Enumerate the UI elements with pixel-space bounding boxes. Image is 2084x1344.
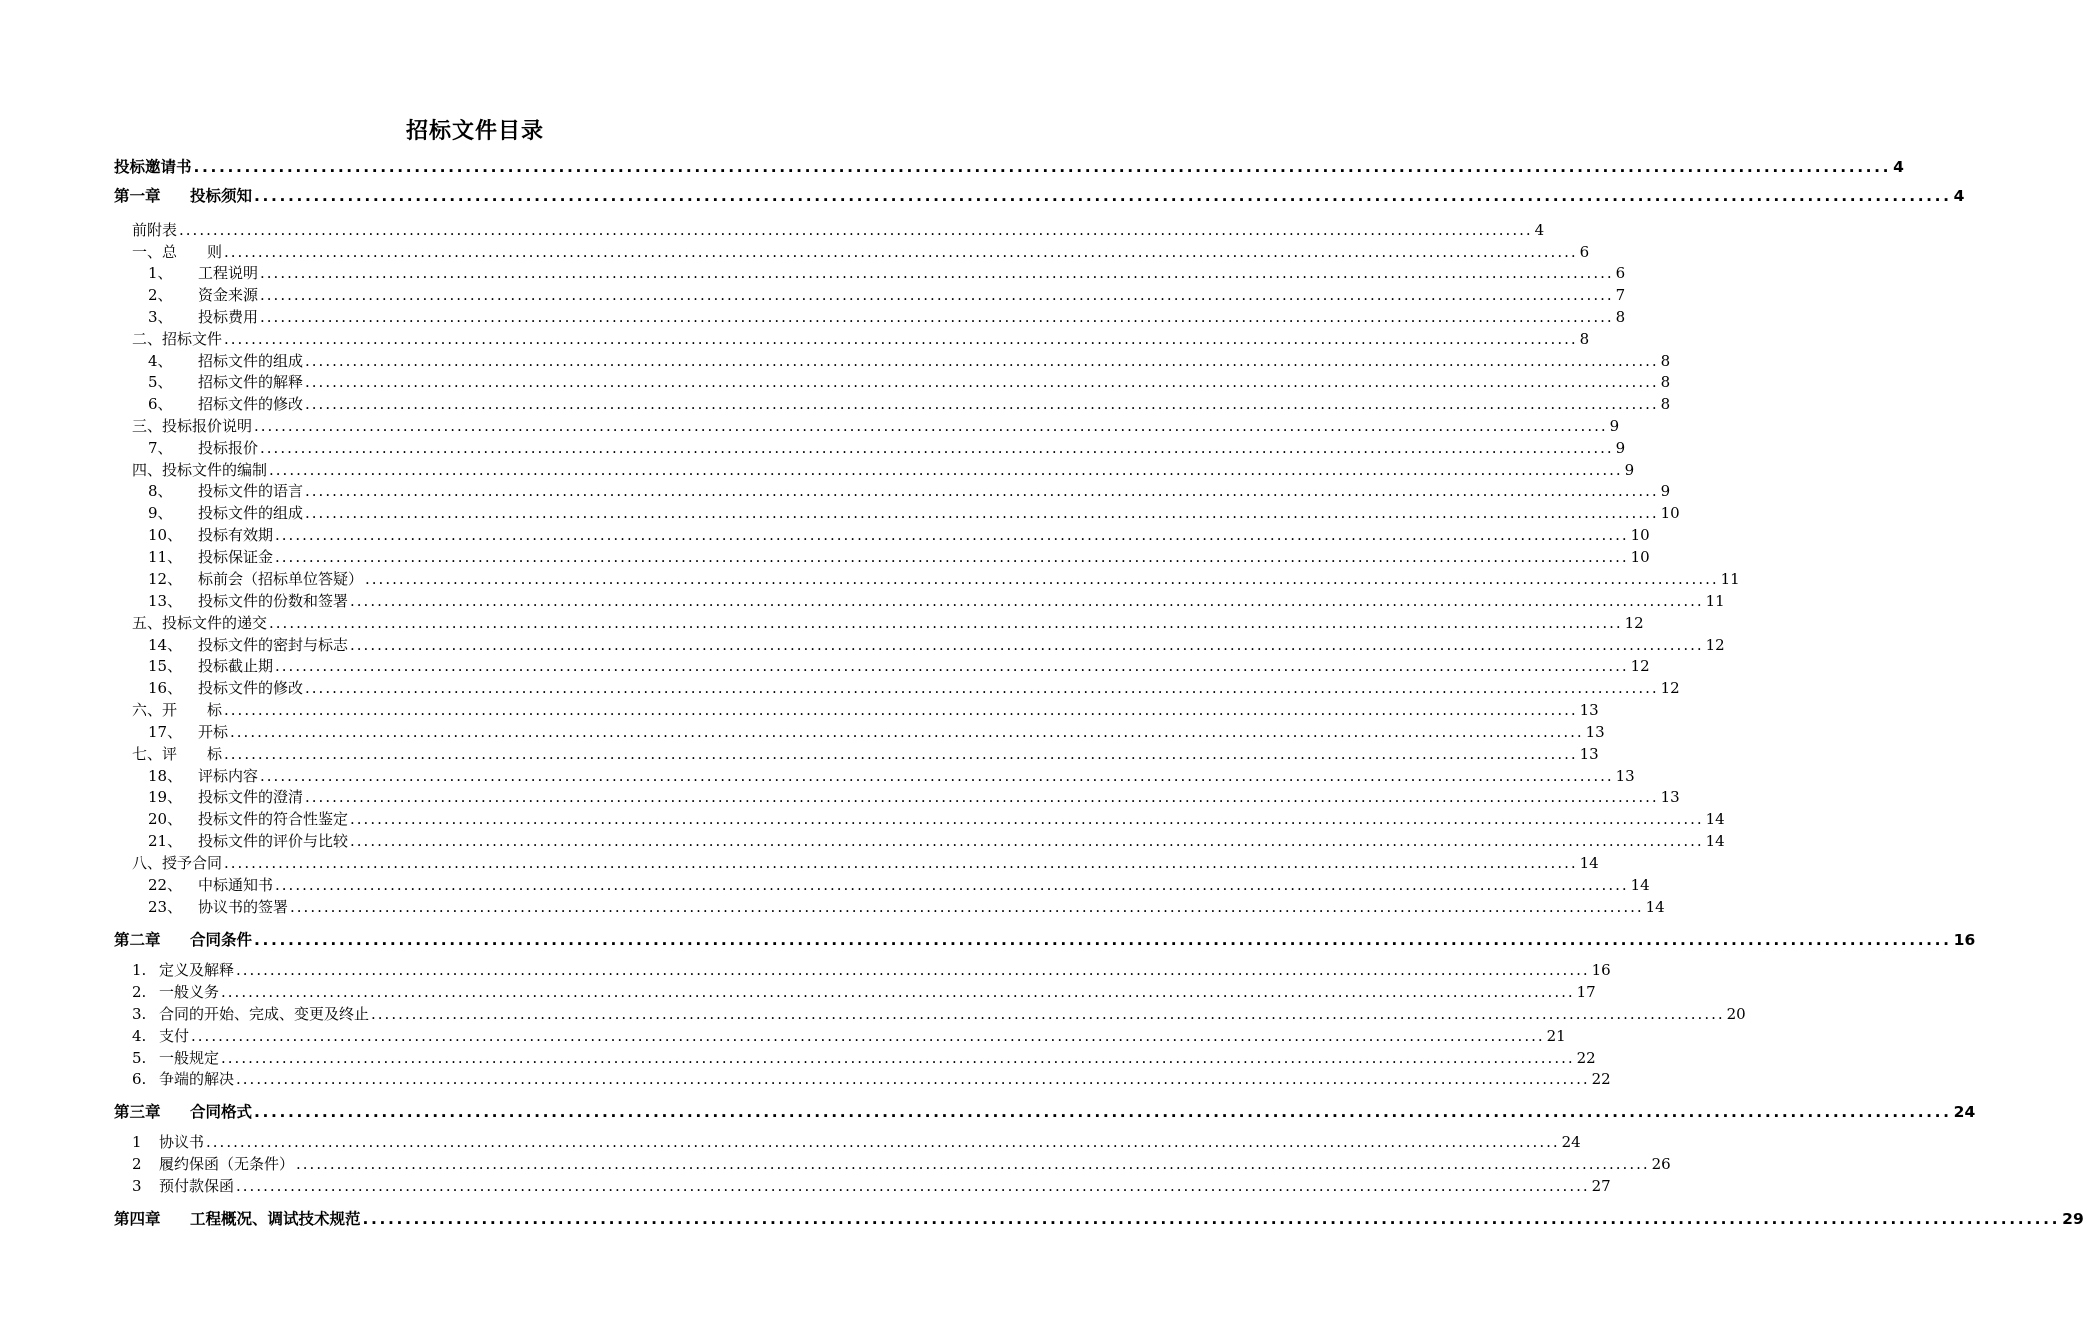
dot-leader: ........................................................................................................................................................................................................ (305, 395, 1659, 413)
toc-entry-text: 投标保证金 (198, 548, 274, 566)
toc-page-number: 9 (1624, 461, 1635, 479)
toc-entry (132, 852, 1599, 874)
toc-page-number: 8 (1615, 308, 1626, 326)
toc-entry-number: 22、 (148, 876, 183, 894)
toc-entry-text: 投标文件的份数和签署 (198, 592, 349, 610)
toc-entry-number: 6. (132, 1070, 147, 1088)
toc-page-number: 10 (1630, 548, 1650, 566)
toc-entry (148, 546, 1650, 568)
toc-page-number: 29 (2062, 1210, 2084, 1228)
toc-entry-number: 3 (132, 1177, 142, 1195)
toc-entry-label (132, 743, 222, 764)
toc-page-number: 14 (1630, 876, 1650, 894)
toc-page-number: 4 (1953, 187, 1965, 205)
dot-leader: ........................................................................................................................................................................................................ (305, 352, 1659, 370)
dot-leader: ........................................................................................................................................................................................................ (224, 854, 1578, 872)
toc-entry-number: 第一章 (114, 187, 161, 205)
toc-page-number: 22 (1576, 1049, 1596, 1067)
toc-entry-text: 投标文件的澄清 (198, 788, 304, 806)
dot-leader: ........................................................................................................................................................................................................ (260, 767, 1614, 785)
toc-entry-number: 3、 (148, 308, 173, 326)
toc-entry-text: 标前会（招标单位答疑） (198, 570, 364, 588)
toc-page-number: 10 (1630, 526, 1650, 544)
toc-entry (132, 612, 1644, 634)
toc-entry (148, 590, 1725, 612)
toc-entry (148, 721, 1605, 743)
toc-entry-label (148, 524, 273, 545)
toc-page-number: 24 (1953, 1103, 1976, 1121)
toc-entry-number: 10、 (148, 526, 183, 544)
toc-entry-text: 投标费用 (198, 308, 259, 326)
toc-entry (148, 896, 1665, 918)
toc-page-number: 6 (1615, 264, 1626, 282)
toc-page-number: 26 (1651, 1155, 1671, 1173)
toc-entry (148, 393, 1671, 415)
toc-entry-label (132, 1025, 189, 1046)
toc-page-number: 8 (1579, 330, 1590, 348)
toc-entry (148, 502, 1680, 524)
dot-leader: ........................................................................................................................................................................................................ (236, 961, 1590, 979)
toc-page-number: 22 (1591, 1070, 1611, 1088)
toc-entry-label (114, 184, 252, 206)
dot-leader: ........................................................................................................................................................................................................ (275, 548, 1629, 566)
toc-page-number: 12 (1660, 679, 1680, 697)
dot-leader: ........................................................................................................................................................................................................ (290, 898, 1644, 916)
toc-entry-text: 四、投标文件的编制 (132, 461, 268, 479)
toc-page-number: 27 (1591, 1177, 1611, 1195)
dot-leader: ........................................................................................................................................................................................................ (260, 286, 1614, 304)
toc-entry-number: 5、 (148, 373, 173, 391)
toc-page-number: 13 (1660, 788, 1680, 806)
toc-entry-number: 4. (132, 1027, 147, 1045)
toc-entry-label (132, 1047, 219, 1068)
toc-entry (132, 1175, 1611, 1197)
dot-leader: ........................................................................................................................................................................................................ (275, 876, 1629, 894)
toc-entry-number: 21、 (148, 832, 183, 850)
toc-entry (132, 699, 1599, 721)
toc-entry-text: 八、授予合同 (132, 854, 223, 872)
toc-entry (132, 415, 1620, 437)
dot-leader: ........................................................................................................................................................................................................ (254, 187, 1952, 205)
dot-leader: ........................................................................................................................................................................................................ (254, 1103, 1952, 1121)
toc-entry-text: 资金来源 (198, 286, 259, 304)
toc-page-number: 16 (1953, 931, 1976, 949)
toc-entry (132, 1153, 1671, 1175)
toc-entry-number: 19、 (148, 788, 183, 806)
dot-leader: ........................................................................................................................................................................................................ (350, 592, 1704, 610)
toc-entry-number: 第二章 (114, 931, 161, 949)
dot-leader: ........................................................................................................................................................................................................ (305, 504, 1659, 522)
toc-entry-text: 投标截止期 (198, 657, 274, 675)
toc-page-number: 4 (1534, 221, 1545, 239)
toc-entry-text: 投标报价 (198, 439, 259, 457)
toc-entry (132, 1025, 1566, 1047)
dot-leader: ........................................................................................................................................................................................................ (236, 1070, 1590, 1088)
dot-leader: ........................................................................................................................................................................................................ (193, 158, 1892, 176)
toc-page-number: 13 (1579, 701, 1599, 719)
toc-entry-label (132, 1153, 294, 1174)
toc-entry-number: 15、 (148, 657, 183, 675)
toc-entry-text: 三、投标报价说明 (132, 417, 253, 435)
toc-entry-label (114, 928, 252, 950)
toc-page-number: 21 (1546, 1027, 1566, 1045)
toc-entry-label (132, 1068, 234, 1089)
toc-entry-label (148, 284, 258, 305)
toc-page-number: 13 (1579, 745, 1599, 763)
dot-leader: ........................................................................................................................................................................................................ (260, 439, 1614, 457)
dot-leader: ........................................................................................................................................................................................................ (305, 482, 1659, 500)
toc-entry (132, 459, 1635, 481)
toc-entry-label (148, 502, 303, 523)
toc-entry-text: 一般规定 (159, 1049, 220, 1067)
toc-page-number: 8 (1660, 352, 1671, 370)
toc-page-number: 11 (1720, 570, 1740, 588)
toc-entry (148, 568, 1740, 590)
toc-entry-label (148, 262, 258, 283)
toc-entry-label (132, 612, 267, 633)
toc-entry-label (132, 1175, 234, 1196)
document-title: 招标文件目录 (405, 119, 544, 144)
dot-leader: ........................................................................................................................................................................................................ (350, 810, 1704, 828)
toc-entry-number: 8、 (148, 482, 173, 500)
toc-entry-number: 3. (132, 1005, 147, 1023)
toc-entry (148, 284, 1626, 306)
toc-entry-number: 23、 (148, 898, 183, 916)
toc-entry-text: 招标文件的解释 (198, 373, 304, 391)
toc-page-number: 14 (1645, 898, 1665, 916)
toc-entry (132, 219, 1545, 241)
toc-page-number: 12 (1630, 657, 1650, 675)
toc-entry (132, 1131, 1581, 1153)
toc-entry-text: 投标文件的评价与比较 (198, 832, 349, 850)
toc-entry-label (148, 830, 348, 851)
toc-entry-number: 14、 (148, 636, 183, 654)
toc-page-number: 6 (1579, 243, 1590, 261)
toc-entry-number: 5. (132, 1049, 147, 1067)
toc-entry-text: 协议书 (159, 1133, 205, 1151)
toc-entry-text: 投标文件的符合性鉴定 (198, 810, 349, 828)
toc-entry-number: 11、 (148, 548, 183, 566)
toc-entry (148, 371, 1671, 393)
toc-entry-text: 投标文件的组成 (198, 504, 304, 522)
toc-entry-label (132, 459, 267, 480)
toc-entry-text: 七、评 标 (132, 745, 223, 763)
toc-entry-label (132, 1131, 204, 1152)
toc-entry (132, 981, 1596, 1003)
dot-leader: ........................................................................................................................................................................................................ (365, 570, 1719, 588)
dot-leader: ........................................................................................................................................................................................................ (230, 723, 1584, 741)
toc-entry-text: 招标文件的修改 (198, 395, 304, 413)
toc-entry-text: 开标 (198, 723, 229, 741)
toc-entry-text: 投标邀请书 (114, 158, 192, 176)
toc-entry-number: 2. (132, 983, 147, 1001)
toc-entry-number: 1、 (148, 264, 173, 282)
toc-entry (148, 524, 1650, 546)
toc-entry (148, 677, 1680, 699)
toc-entry-label (148, 350, 303, 371)
toc-entry-label (148, 480, 303, 501)
toc-chapter-entry (114, 1100, 1976, 1122)
toc-entry-number: 13、 (148, 592, 183, 610)
toc-entry (148, 634, 1725, 656)
toc-entry-text: 工程概况、调试技术规范 (190, 1210, 361, 1228)
toc-entry-number: 16、 (148, 679, 183, 697)
dot-leader: ........................................................................................................................................................................................................ (224, 330, 1578, 348)
toc-entry-number: 9、 (148, 504, 173, 522)
dot-leader: ........................................................................................................................................................................................................ (350, 832, 1704, 850)
toc-page-number: 9 (1660, 482, 1671, 500)
toc-entry-number: 第四章 (114, 1210, 161, 1228)
toc-entry-label (148, 808, 348, 829)
dot-leader: ........................................................................................................................................................................................................ (254, 417, 1608, 435)
toc-entry-number: 2、 (148, 286, 173, 304)
dot-leader: ........................................................................................................................................................................................................ (305, 788, 1659, 806)
toc-entry-label (148, 568, 363, 589)
toc-page-number: 13 (1585, 723, 1605, 741)
dot-leader: ........................................................................................................................................................................................................ (224, 243, 1578, 261)
dot-leader: ........................................................................................................................................................................................................ (275, 657, 1629, 675)
toc-entry-text: 预付款保函 (159, 1177, 235, 1195)
toc-entry-label (148, 655, 273, 676)
toc-entry (148, 306, 1626, 328)
toc-entry (148, 480, 1671, 502)
toc-entry-label (148, 677, 303, 698)
toc-entry-text: 争端的解决 (159, 1070, 235, 1088)
toc-entry-label (132, 981, 219, 1002)
dot-leader: ........................................................................................................................................................................................................ (221, 1049, 1575, 1067)
toc-entry-label (148, 437, 258, 458)
dot-leader: ........................................................................................................................................................................................................ (275, 526, 1629, 544)
toc-page-number: 12 (1705, 636, 1725, 654)
toc-entry-text: 投标须知 (190, 187, 253, 205)
toc-entry-text: 支付 (159, 1027, 190, 1045)
toc-entry-text: 中标通知书 (198, 876, 274, 894)
toc-entry (148, 262, 1626, 284)
toc-page-number: 12 (1624, 614, 1644, 632)
toc-entry (148, 830, 1725, 852)
toc-entry-number: 1 (132, 1133, 142, 1151)
toc-page-number: 8 (1660, 373, 1671, 391)
toc-page-number: 7 (1615, 286, 1626, 304)
toc-entry-label (132, 852, 222, 873)
dot-leader: ........................................................................................................................................................................................................ (371, 1005, 1725, 1023)
toc-entry-label (132, 328, 222, 349)
dot-leader: ........................................................................................................................................................................................................ (260, 308, 1614, 326)
toc-entry-text: 合同格式 (190, 1103, 253, 1121)
toc-entry-text: 一、总 则 (132, 243, 223, 261)
toc-entry-text: 投标文件的修改 (198, 679, 304, 697)
toc-entry-number: 17、 (148, 723, 183, 741)
toc-entry-label (148, 371, 303, 392)
toc-entry-text: 六、开 标 (132, 701, 223, 719)
toc-entry-number: 4、 (148, 352, 173, 370)
toc-entry-text: 定义及解释 (159, 961, 235, 979)
toc-entry-text: 二、招标文件 (132, 330, 223, 348)
toc-entry-label (132, 415, 252, 436)
toc-entry (148, 874, 1650, 896)
dot-leader: ........................................................................................................................................................................................................ (305, 679, 1659, 697)
toc-entry-text: 评标内容 (198, 767, 259, 785)
toc-entry-text: 合同条件 (190, 931, 253, 949)
dot-leader: ........................................................................................................................................................................................................ (224, 745, 1578, 763)
toc-chapter-entry (114, 184, 1965, 206)
toc-entry (132, 1068, 1611, 1090)
toc-page-number: 14 (1579, 854, 1599, 872)
dot-leader: ........................................................................................................................................................................................................ (305, 373, 1659, 391)
toc-entry-text: 投标文件的密封与标志 (198, 636, 349, 654)
toc-entry-label (148, 393, 303, 414)
toc-entry-text: 前附表 (132, 221, 178, 239)
toc-entry-text: 协议书的签署 (198, 898, 289, 916)
dot-leader: ........................................................................................................................................................................................................ (221, 983, 1575, 1001)
toc-page-number: 10 (1660, 504, 1680, 522)
toc-entry (148, 350, 1671, 372)
dot-leader: ........................................................................................................................................................................................................ (296, 1155, 1650, 1173)
toc-entry-text: 投标文件的语言 (198, 482, 304, 500)
toc-entry-label (148, 874, 273, 895)
toc-entry-label (148, 306, 258, 327)
toc-entry-label (148, 896, 288, 917)
toc-page-number: 11 (1705, 592, 1725, 610)
toc-entry-label (148, 634, 348, 655)
toc-page-number: 4 (1893, 158, 1904, 176)
toc-entry-label (114, 155, 192, 177)
dot-leader: ........................................................................................................................................................................................................ (362, 1210, 2061, 1228)
toc-entry (148, 765, 1635, 787)
dot-leader: ........................................................................................................................................................................................................ (260, 264, 1614, 282)
toc-entry (148, 655, 1650, 677)
toc-page-number: 9 (1609, 417, 1620, 435)
toc-entry-label (148, 765, 258, 786)
toc-entry-number: 1. (132, 961, 147, 979)
toc-entry (132, 328, 1590, 350)
toc-entry (132, 1047, 1596, 1069)
toc-entry-text: 履约保函（无条件） (159, 1155, 295, 1173)
toc-page-number: 20 (1726, 1005, 1746, 1023)
toc-entry-label (132, 959, 234, 980)
toc-entry (132, 241, 1590, 263)
toc-page-number: 13 (1615, 767, 1635, 785)
dot-leader: ........................................................................................................................................................................................................ (269, 461, 1623, 479)
toc-entry-number: 12、 (148, 570, 183, 588)
dot-leader: ........................................................................................................................................................................................................ (179, 221, 1533, 239)
dot-leader: ........................................................................................................................................................................................................ (224, 701, 1578, 719)
toc-entry-number: 2 (132, 1155, 142, 1173)
toc-entry-label (148, 786, 303, 807)
dot-leader: ........................................................................................................................................................................................................ (269, 614, 1623, 632)
toc-entry-label (132, 219, 177, 240)
dot-leader: ........................................................................................................................................................................................................ (350, 636, 1704, 654)
toc-entry (148, 786, 1680, 808)
toc-entry-label (132, 241, 222, 262)
toc-page-number: 14 (1705, 810, 1725, 828)
toc-entry (132, 743, 1599, 765)
toc-entry (148, 437, 1626, 459)
toc-entry-text: 投标有效期 (198, 526, 274, 544)
toc-entry-label (148, 590, 348, 611)
toc-entry-text: 一般义务 (159, 983, 220, 1001)
dot-leader: ........................................................................................................................................................................................................ (206, 1133, 1560, 1151)
toc-entry-number: 7、 (148, 439, 173, 457)
toc-page-number: 16 (1591, 961, 1611, 979)
toc-entry-text: 招标文件的组成 (198, 352, 304, 370)
dot-leader: ........................................................................................................................................................................................................ (236, 1177, 1590, 1195)
dot-leader: ........................................................................................................................................................................................................ (191, 1027, 1545, 1045)
toc-page-number: 17 (1576, 983, 1596, 1001)
toc-chapter-entry (114, 928, 1976, 950)
toc-chapter-entry (114, 155, 1904, 177)
toc-entry-text: 工程说明 (198, 264, 259, 282)
toc-entry (132, 1003, 1746, 1025)
toc-page-number: 24 (1561, 1133, 1581, 1151)
toc-chapter-entry (114, 1207, 2084, 1229)
toc-entry-label (114, 1100, 252, 1122)
toc-entry-label (148, 546, 273, 567)
toc-entry-number: 20、 (148, 810, 183, 828)
toc-entry-number: 6、 (148, 395, 173, 413)
dot-leader: ........................................................................................................................................................................................................ (254, 931, 1952, 949)
toc-entry-label (132, 1003, 369, 1024)
toc-entry-number: 第三章 (114, 1103, 161, 1121)
toc-page-number: 9 (1615, 439, 1626, 457)
toc-page-number: 8 (1660, 395, 1671, 413)
toc-entry-label (132, 699, 222, 720)
toc-entry-label (114, 1207, 361, 1229)
toc-page-number: 14 (1705, 832, 1725, 850)
toc-entry-number: 18、 (148, 767, 183, 785)
toc-entry (148, 808, 1725, 830)
toc-entry-label (148, 721, 228, 742)
toc-entry-text: 合同的开始、完成、变更及终止 (159, 1005, 370, 1023)
toc-entry-text: 五、投标文件的递交 (132, 614, 268, 632)
toc-entry (132, 959, 1611, 981)
